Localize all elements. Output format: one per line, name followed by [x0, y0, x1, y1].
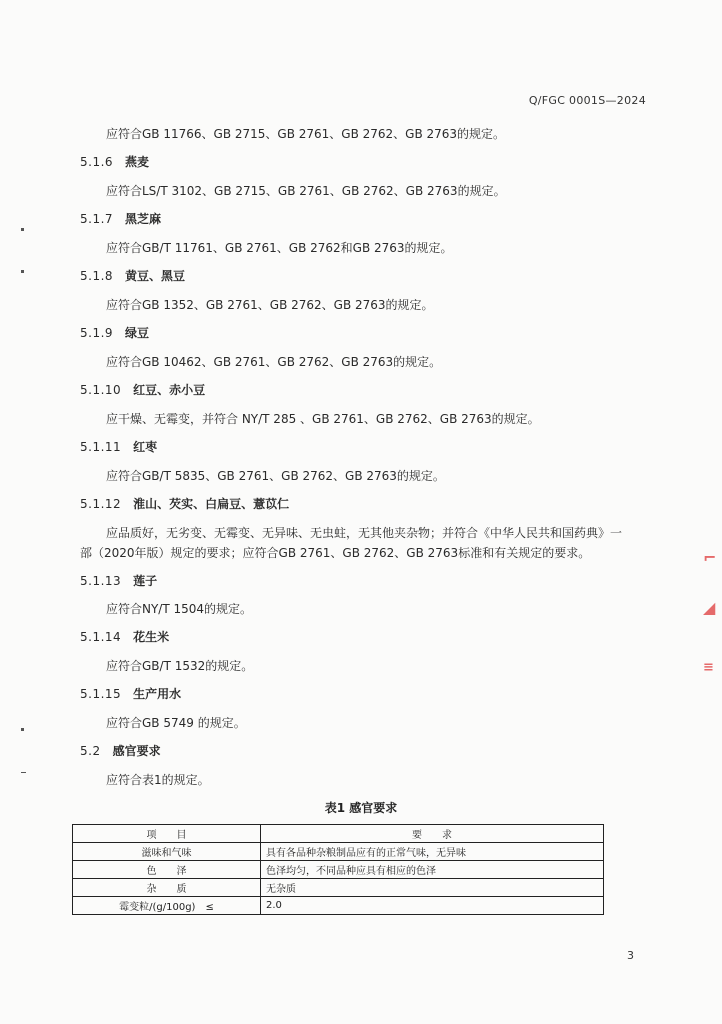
clause-heading-5-2: [80, 742, 161, 759]
table-cell-item: 杂 质: [73, 879, 261, 897]
table-cell-item: 霉变粒/(g/100g) ≤: [73, 897, 261, 915]
clause-title: 红枣: [133, 440, 158, 454]
clause-title: 淮山、芡实、白扁豆、薏苡仁: [133, 497, 290, 511]
clause-text-continued: 部（2020年版）规定的要求；应符合GB 2761、GB 2762、GB 2763标准和有关规定的要求。: [80, 546, 591, 560]
scan-speck: [21, 228, 24, 231]
clause-number: 5.1.6: [80, 155, 114, 169]
clause-heading-5-1-15: [80, 685, 181, 702]
clause-number: 5.1.8: [80, 269, 114, 283]
scan-speck: [21, 270, 24, 273]
clause-text: 应符合LS/T 3102、GB 2715、GB 2761、GB 2762、GB 2763的规定。: [106, 184, 506, 198]
table-header-requirement: 要 求: [261, 825, 604, 843]
clause-title: 燕麦: [125, 155, 150, 169]
clause-text: 应符合GB/T 11761、GB 2761、GB 2762和GB 2763的规定。: [106, 241, 453, 255]
table-cell-item: 滋味和气味: [73, 843, 261, 861]
clause-number: 5.1.10: [80, 383, 122, 397]
table-row: [73, 861, 604, 879]
scan-speck: [21, 728, 24, 731]
clause-text: 应符合GB 11766、GB 2715、GB 2761、GB 2762、GB 2763的规定。: [106, 127, 506, 141]
table-header-row: [73, 825, 604, 843]
clause-text: 应符合NY/T 1504的规定。: [106, 602, 253, 616]
page-number: 3: [627, 949, 634, 962]
clause-text: 应符合GB 10462、GB 2761、GB 2762、GB 2763的规定。: [106, 355, 442, 369]
clause-heading-5-1-8: [80, 267, 185, 284]
clause-text: 应符合GB 1352、GB 2761、GB 2762、GB 2763的规定。: [106, 298, 434, 312]
clause-text: 应品质好，无劣变、无霉变、无异味、无虫蛀，无其他夹杂物；并符合《中华人民共和国药典》一: [106, 526, 623, 540]
clause-title: 黄豆、黑豆: [125, 269, 186, 283]
clause-title: 绿豆: [125, 326, 150, 340]
clause-number: 5.1.12: [80, 497, 122, 511]
clause-text: 应符合表1的规定。: [106, 773, 210, 787]
table-cell-requirement: 2.0: [261, 897, 604, 915]
clause-text: 应符合GB 5749 的规定。: [106, 716, 246, 730]
table-row: [73, 897, 604, 915]
clause-heading-5-1-14: [80, 628, 169, 645]
clause-heading-5-1-6: [80, 153, 149, 170]
clause-text: 应符合GB/T 5835、GB 2761、GB 2762、GB 2763的规定。: [106, 469, 445, 483]
clause-title: 感官要求: [112, 744, 161, 758]
table-cell-requirement: 无杂质: [261, 879, 604, 897]
table-row: [73, 879, 604, 897]
clause-title: 莲子: [133, 574, 158, 588]
clause-number: 5.1.7: [80, 212, 114, 226]
clause-heading-5-1-10: [80, 381, 205, 398]
clause-number: 5.1.15: [80, 687, 122, 701]
clause-heading-5-1-7: [80, 210, 161, 227]
table-cell-requirement: 色泽均匀，不同品种应具有相应的色泽: [261, 861, 604, 879]
clause-heading-5-1-12: [80, 495, 289, 512]
clause-number: 5.1.13: [80, 574, 122, 588]
seal-stamp-fragment: ≡: [703, 660, 714, 675]
clause-heading-5-1-11: [80, 438, 157, 455]
clause-text: 应符合GB/T 1532的规定。: [106, 659, 254, 673]
clause-title: 花生米: [133, 630, 170, 644]
clause-text: 应干燥、无霉变，并符合 NY/T 285 、GB 2761、GB 2762、GB 2763的规定。: [106, 412, 540, 426]
table-title: 表1 感官要求: [324, 801, 398, 815]
clause-number: 5.1.9: [80, 326, 114, 340]
seal-stamp-fragment: ⌐: [703, 548, 717, 567]
clause-heading-5-1-9: [80, 324, 149, 341]
sensory-requirements-table: [72, 824, 604, 915]
clause-number: 5.2: [80, 744, 101, 758]
table-cell-item: 色 泽: [73, 861, 261, 879]
clause-title: 黑芝麻: [125, 212, 162, 226]
table-row: [73, 843, 604, 861]
clause-number: 5.1.11: [80, 440, 122, 454]
scan-speck: [21, 772, 26, 773]
clause-number: 5.1.14: [80, 630, 122, 644]
clause-heading-5-1-13: [80, 572, 157, 589]
table-cell-requirement: 具有各品种杂粮制品应有的正常气味，无异味: [261, 843, 604, 861]
clause-title: 红豆、赤小豆: [133, 383, 206, 397]
clause-title: 生产用水: [133, 687, 182, 701]
standard-code: Q/FGC 0001S—2024: [528, 94, 646, 107]
seal-stamp-fragment: ◢: [703, 598, 716, 617]
table-header-item: 项 目: [73, 825, 261, 843]
